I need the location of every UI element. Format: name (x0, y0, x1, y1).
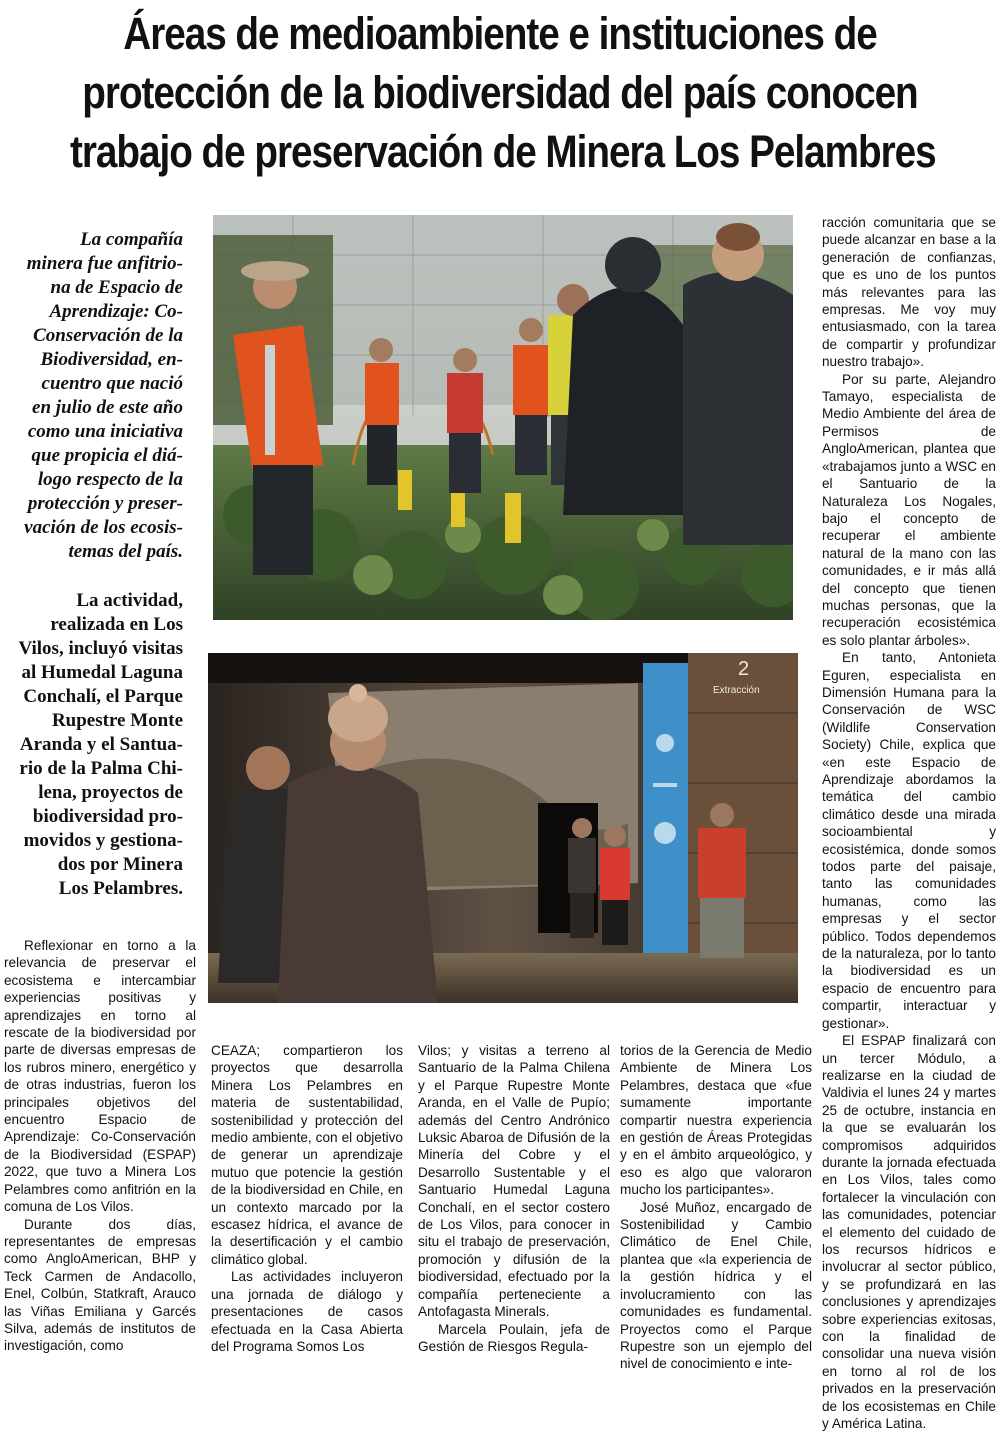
exhibit-title: Extracción (713, 685, 760, 696)
lead-line: minera fue anfitrio- (26, 253, 183, 274)
nursery-photo-illustration (213, 215, 793, 620)
lead-line: rio de la Palma Chi- (19, 758, 183, 779)
lead-line: lena, proyectos de (38, 782, 183, 803)
paragraph: El ESPAP finalizará con un tercer Módulo, a realizarse en la ciudad de Valdivia el lunes 24 y martes 25 de octubre, instancia en la que se evaluarán los compromisos adquiridos durante la jornada efectuada en Los Vilos, tales como fortalecer la vinculación con las comunidades, potenciar el elemento del cuidado de los recursos hídricos e involucrar al sector público, y se profundizará en las conclusiones y aprendizajes sobre experiencias exitosas, con la finalidad de consolidar una nueva visión en torno al rol de los privados en la preservación de los ecosistemas en Chile y América Latina. (822, 1033, 996, 1432)
lead-line: al Humedal Laguna (21, 662, 183, 683)
lead-line: Biodiversidad, en- (40, 349, 183, 370)
paragraph: torios de la Gerencia de Medio Ambiente de Minera Los Pelambres, destaca que «fue sumamente importante compartir nuestra experiencia en gestión de Áreas Protegidas y en el ámbito arqueológico, y eso es algo que valoraron mucho los participantes». (620, 1043, 812, 1198)
lead-line: Vilos, incluyó visitas (18, 638, 183, 659)
lead-line: en julio de este año (32, 397, 183, 418)
lead-line: realizada en Los (50, 614, 183, 635)
body-column-3 (418, 1042, 610, 1355)
paragraph: Durante dos días, representantes de empresas como AngloAmerican, BHP y Teck Carmen de Andacollo, Enel, Colbún, Statkraft, Arauco las Viñas Emiliana y Garcés Silva, además de institutos de investigación, como (4, 1216, 196, 1354)
paragraph: Las actividades incluyeron una jornada de diálogo y presentaciones de casos efectuada en la Casa Abierta del Programa Somos Los (211, 1269, 403, 1354)
paragraph: racción comunitaria que se puede alcanzar en base a la generación de confianzas, que es uno de los puntos más relevantes para las empresas. Me voy muy entusiasmado, con la tarea de compartir y profundizar nuestro trabajo». (822, 215, 996, 370)
headline-line: protección de la biodiversidad del país conocen (82, 67, 918, 118)
body-column-2 (211, 1042, 403, 1355)
body-column-1 (4, 937, 196, 1355)
lead-line: na de Espacio de (50, 277, 183, 298)
lead-line: Aprendizaje: Co- (49, 301, 183, 322)
headline (70, 4, 936, 181)
paragraph: En tanto, Antonieta Eguren, especialista en Dimensión Humana para la Conservación de WSC (Wildlife Conservation Society) Chile, explica que «en este Espacio de Aprendizaje abordamos la temática del cambio climático desde una mirada socioambiental y ecosistémica, donde somos todos parte del paisaje, tanto las comunidades humanas, como las empresas y el sector público. Todos dependemos de la naturaleza, por lo tanto la biodiversidad es un espacio de encuentro para compartir, interactuar y gestionar». (822, 650, 996, 1031)
paragraph: Por su parte, Alejandro Tamayo, especialista de Medio Ambiente del área de Permisos de AngloAmerican, plantea que «trabajamos junto a WSC en el Santuario de la Naturaleza Los Nogales, bajo el concepto de recuperar el ambiente natural de la mano con las comunidades, e ir más allá del concepto que tienen muchas personas, que la recuperación ecosistémica es solo plantar árboles». (822, 371, 996, 648)
lead-line: Aranda y el Santua- (19, 734, 183, 755)
paragraph: Reflexionar en torno a la relevancia de preservar el ecosistema e intercambiar experiencias positivas y aprendizajes en torno al rescate de la biodiversidad por parte de diversas empresas de los rubros minero, energético y de otras industrias, fueron los principales objetivos del encuentro Espacio de Aprendizaje: Co-Conservación de la Biodiversidad (ESPAP) 2022, que tuvo a Minera Los Pelambres como anfitrión en la comuna de Los Vilos. (4, 938, 196, 1215)
lead-line: La actividad, (76, 590, 183, 611)
paragraph: Marcela Poulain, jefa de Gestión de Riesgos Regula- (418, 1321, 610, 1354)
lead-line: Rupestre Monte (51, 710, 183, 731)
body-column-4 (620, 1042, 812, 1373)
exhibit-number: 2 (738, 658, 750, 680)
lead-line: como una iniciativa (27, 421, 183, 442)
lead-line: Conchalí, el Parque (23, 686, 183, 707)
lead-line: cuentro que nació (41, 373, 183, 394)
paragraph: José Muñoz, encargado de Sostenibilidad y Cambio Climático de Enel Chile, plantea que «la experiencia de la gestión hídrica y el involucramiento con las comunidades es fundamental. Proyectos como el Parque Rupestre son un ejemplo del nivel de conocimiento e inte- (620, 1199, 812, 1372)
lead-activity (8, 589, 183, 901)
lead-line: La compañía (80, 229, 183, 250)
lead-line: Conservación de la (33, 325, 183, 346)
lead-line: dos por Minera (57, 854, 183, 875)
headline-line: Áreas de medioambiente e instituciones de (123, 8, 877, 59)
body-column-5 (822, 214, 996, 1432)
lead-line: biodiversidad pro- (32, 806, 183, 827)
lead-line: Los Pelambres. (58, 878, 183, 899)
paragraph: CEAZA; compartieron los proyectos que desarrolla Minera Los Pelambres en materia de sustentabilidad, sostenibilidad y protección del medio ambiente, con el objetivo de generar un aprendizaje mutuo que potencie la gestión de la biodiversidad en Chile, en un contexto marcado por la escasez hídrica, el avance de la desertificación y el cambio climático global. (211, 1043, 403, 1267)
lead-line: logo respecto de la (37, 469, 183, 490)
lead-line: protección y preser- (27, 493, 183, 514)
headline-line: trabajo de preservación de Minera Los Pelambres (70, 126, 936, 177)
lead-line: temas del país. (68, 541, 183, 562)
photo-nursery-visit (213, 215, 793, 620)
photo-museum-visit (208, 653, 798, 1003)
lead-line: movidos y gestiona- (23, 830, 183, 851)
lead-line: que propicia el diá- (31, 445, 183, 466)
lead-line: vación de los ecosis- (24, 517, 183, 538)
lead-summary (8, 228, 183, 564)
museum-photo-illustration (208, 653, 798, 1003)
paragraph: Vilos; y visitas a terreno al Santuario de la Palma Chilena y el Parque Rupestre Monte Aranda, en el Valle de Pupío; además del Centro Andrónico Luksic Abaroa de Difusión de la Minería del Cobre y el Desarrollo Sustentable y el Santuario Humedal Laguna Conchalí, en el sector costero de Los Vilos, para conocer in situ el trabajo de preservación, promoción y difusión de la biodiversidad, efectuado por la compañía perteneciente a Antofagasta Minerals. (418, 1043, 610, 1320)
